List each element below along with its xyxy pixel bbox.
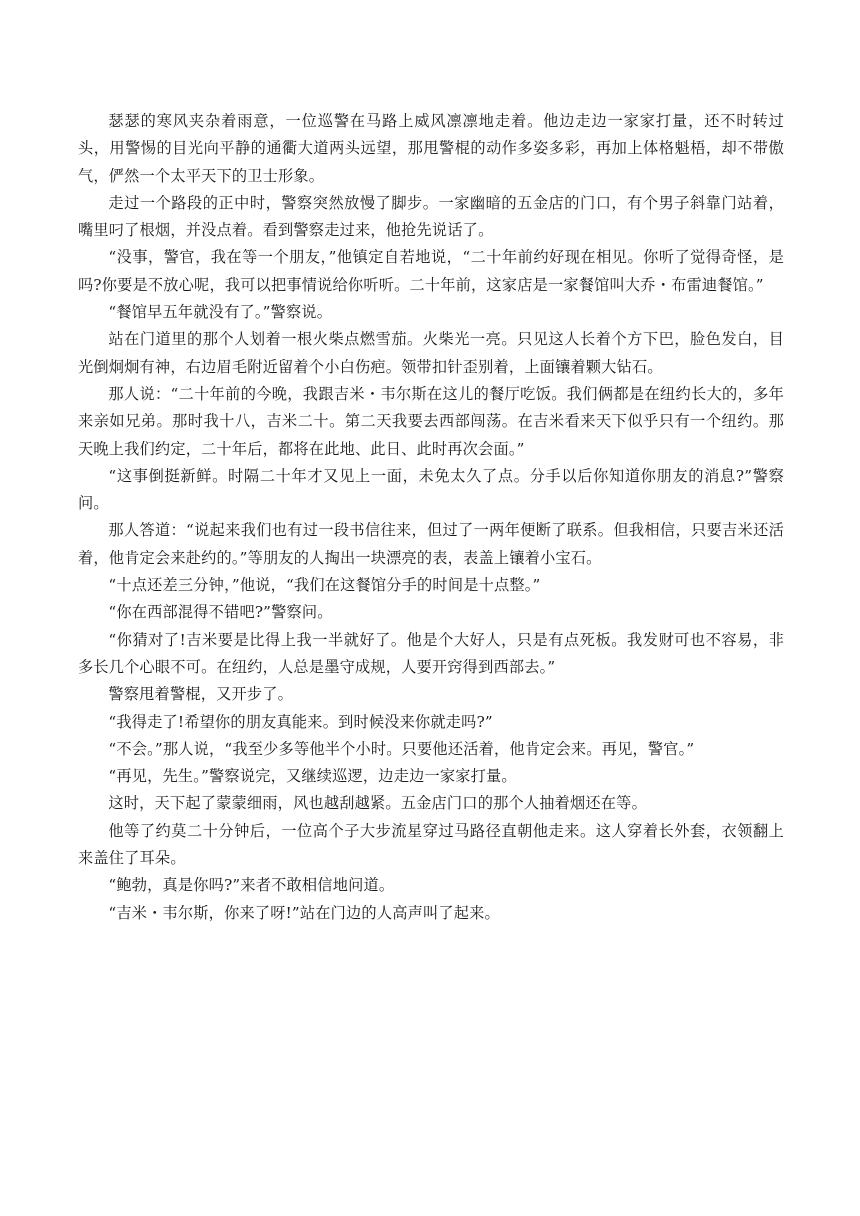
paragraph: “你猜对了!吉米要是比得上我一半就好了。他是个大好人，只是有点死板。我发财可也不容易，非多长几个心眼不可。在纽约，人总是墨守成规，人要开窍得到西部去。” (78, 630, 784, 676)
paragraph: “这事倒挺新鲜。时隔二十年才又见上一面，未免太久了点。分手以后你知道你朋友的消息?”警察问。 (78, 466, 784, 513)
paragraph: 走过一个路段的正中时，警察突然放慢了脚步。一家幽暗的五金店的门口，有个男子斜靠门站着，嘴里叼了根烟，并没点着。看到警察走过来，他抢先说话了。 (78, 193, 784, 240)
paragraph: 警察甩着警棍，又开步了。 (108, 685, 294, 704)
paragraph: 那人答道：“说起来我们也有过一段书信往来，但过了一两年便断了联系。但我相信，只要吉米还活着，他肯定会来赴约的。”等朋友的人掏出一块漂亮的表，表盖上镶着小宝石。 (78, 521, 784, 567)
paragraph: “十点还差三分钟，”他说，“我们在这餐馆分手的时间是十点整。” (108, 576, 541, 595)
paragraph: 站在门道里的那个人划着一根火柴点燃雪茄。火柴光一亮。只见这人长着个方下巴，脸色发白，目光倒炯炯有神，右边眉毛附近留着个小白伤疤。领带扣针歪别着，上面镶着颗大钻石。 (78, 330, 784, 376)
paragraph: “餐馆早五年就没有了。”警察说。 (108, 303, 333, 322)
paragraph: 那人说：“二十年前的今晚，我跟吉米・韦尔斯在这儿的餐厅吃饭。我们俩都是在纽约长大的，多年来亲如兄弟。那时我十八，吉米二十。第二天我要去西部闯荡。在吉米看来天下似乎只有一个纽约。那天晚上我们约定，二十年后，都将在此地、此日、此时再次会面。” (78, 384, 784, 458)
paragraph: “不会。”那人说，“我至少多等他半个小时。只要他还活着，他肯定会来。再见，警官。” (108, 739, 695, 758)
paragraph: 这时，天下起了蒙蒙细雨，风也越刮越紧。五金店门口的那个人抽着烟还在等。 (108, 794, 647, 813)
paragraph: “再见，先生。”警察说完，又继续巡逻，边走边一家家打量。 (108, 767, 517, 786)
paragraph: “没事，警官，我在等一个朋友，”他镇定自若地说，“二十年前约好现在相见。你听了觉得奇怪，是吗?你要是不放心呢，我可以把事情说给你听听。二十年前，这家店是一家餐馆叫大乔・布雷迪餐馆。” (78, 248, 784, 294)
story-text (78, 108, 784, 927)
paragraph: 瑟瑟的寒风夹杂着雨意，一位巡警在马路上威风凛凛地走着。他边走边一家家打量，还不时转过头，用警惕的目光向平静的通衢大道两头远望，那甩警棍的动作多姿多彩，再加上体格魁梧，却不带傲气，俨然一个太平天下的卫士形象。 (78, 112, 784, 185)
paragraph: “吉米・韦尔斯，你来了呀!”站在门边的人高声叫了起来。 (108, 903, 500, 922)
paragraph: “鲍勃，真是你吗?”来者不敢相信地问道。 (108, 876, 395, 895)
paragraph: “你在西部混得不错吧?”警察问。 (108, 603, 333, 622)
paragraph: 他等了约莫二十分钟后，一位高个子大步流星穿过马路径直朝他走来。这人穿着长外套，衣领翻上来盖住了耳朵。 (78, 821, 784, 868)
paragraph: “我得走了!希望你的朋友真能来。到时候没来你就走吗?” (108, 712, 493, 731)
